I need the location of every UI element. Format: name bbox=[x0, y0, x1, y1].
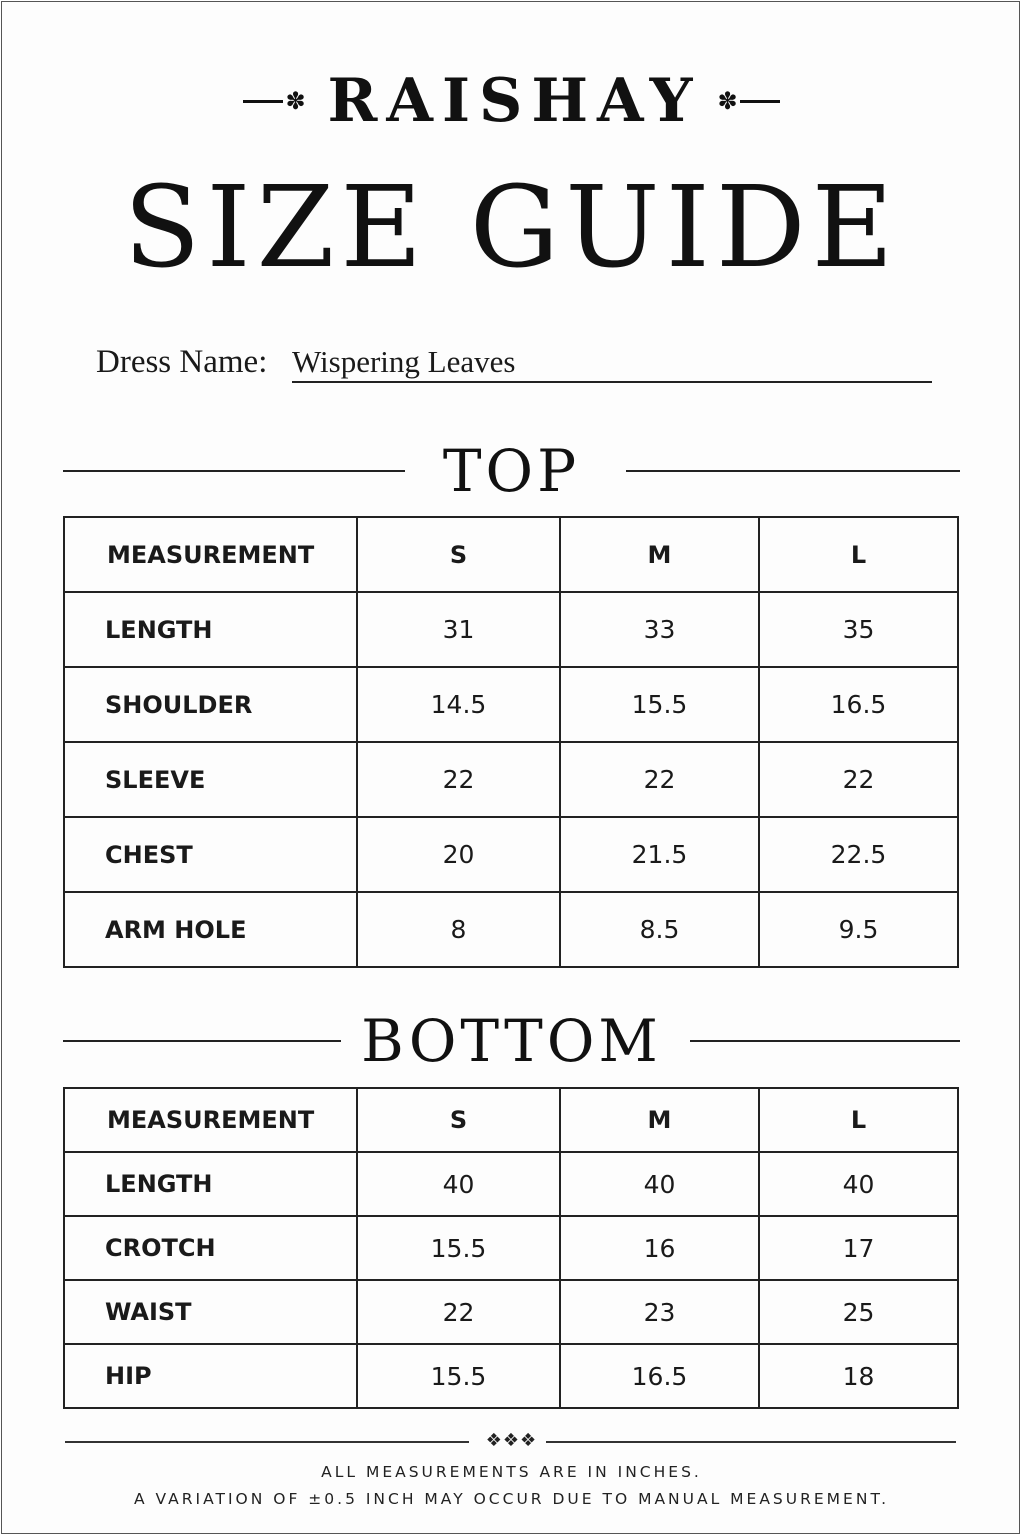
row-label: LENGTH bbox=[64, 1152, 357, 1216]
row-label: ARM HOLE bbox=[64, 892, 357, 967]
column-header: M bbox=[560, 517, 759, 592]
bottom-section-heading bbox=[63, 1006, 960, 1076]
footer-note-variation: A VARIATION OF ±0.5 INCH MAY OCCUR DUE TO MANUAL MEASUREMENT. bbox=[134, 1490, 889, 1508]
table-cell: 8.5 bbox=[560, 892, 759, 967]
table-row bbox=[64, 742, 958, 817]
section-title: BOTTOM bbox=[361, 1007, 662, 1075]
table-cell: 21.5 bbox=[560, 817, 759, 892]
table-cell: 40 bbox=[357, 1152, 560, 1216]
table-row bbox=[64, 667, 958, 742]
dress-name-value: Wispering Leaves bbox=[292, 344, 516, 379]
table-cell: 25 bbox=[759, 1280, 958, 1344]
table-cell: 16.5 bbox=[560, 1344, 759, 1408]
table-row bbox=[64, 1152, 958, 1216]
dress-name-label: Dress Name: bbox=[96, 344, 268, 380]
table-cell: 23 bbox=[560, 1280, 759, 1344]
row-label: CROTCH bbox=[64, 1216, 357, 1280]
top-section-heading bbox=[63, 436, 960, 506]
table-cell: 15.5 bbox=[357, 1216, 560, 1280]
bottom-size-table bbox=[63, 1087, 959, 1409]
column-header: S bbox=[357, 517, 560, 592]
table-cell: 35 bbox=[759, 592, 958, 667]
top-size-table bbox=[63, 516, 959, 968]
table-cell: 14.5 bbox=[357, 667, 560, 742]
table-header-row bbox=[64, 1088, 958, 1152]
table-cell: 16.5 bbox=[759, 667, 958, 742]
column-header: S bbox=[357, 1088, 560, 1152]
table-row bbox=[64, 817, 958, 892]
section-title: TOP bbox=[442, 437, 581, 505]
table-cell: 40 bbox=[560, 1152, 759, 1216]
row-label: CHEST bbox=[64, 817, 357, 892]
brand-name: RAISHAY bbox=[327, 66, 702, 136]
table-row bbox=[64, 592, 958, 667]
table-cell: 15.5 bbox=[560, 667, 759, 742]
column-header: MEASUREMENT bbox=[64, 517, 357, 592]
row-label: SHOULDER bbox=[64, 667, 357, 742]
dress-name-field bbox=[96, 344, 932, 384]
table-cell: 33 bbox=[560, 592, 759, 667]
row-label: SLEEVE bbox=[64, 742, 357, 817]
column-header: L bbox=[759, 517, 958, 592]
table-row bbox=[64, 1280, 958, 1344]
table-cell: 22 bbox=[759, 742, 958, 817]
column-header: M bbox=[560, 1088, 759, 1152]
table-cell: 17 bbox=[759, 1216, 958, 1280]
diamond-ornament-icon: ❖❖❖ bbox=[485, 1430, 538, 1451]
table-cell: 40 bbox=[759, 1152, 958, 1216]
dress-name-underline bbox=[292, 381, 932, 383]
page-title: SIZE GUIDE bbox=[123, 163, 900, 293]
table-cell: 22 bbox=[357, 742, 560, 817]
row-label: LENGTH bbox=[64, 592, 357, 667]
table-row bbox=[64, 1216, 958, 1280]
table-cell: 15.5 bbox=[357, 1344, 560, 1408]
table-cell: 22.5 bbox=[759, 817, 958, 892]
footer-note-units: ALL MEASUREMENTS ARE IN INCHES. bbox=[321, 1463, 702, 1481]
column-header: MEASUREMENT bbox=[64, 1088, 357, 1152]
table-cell: 22 bbox=[560, 742, 759, 817]
table-cell: 16 bbox=[560, 1216, 759, 1280]
table-cell: 31 bbox=[357, 592, 560, 667]
table-header-row bbox=[64, 517, 958, 592]
column-header: L bbox=[759, 1088, 958, 1152]
table-cell: 9.5 bbox=[759, 892, 958, 967]
table-cell: 18 bbox=[759, 1344, 958, 1408]
table-cell: 20 bbox=[357, 817, 560, 892]
right-flourish-icon: ✽ bbox=[715, 89, 779, 113]
row-label: WAIST bbox=[64, 1280, 357, 1344]
left-flourish-icon: ✽ bbox=[243, 89, 307, 113]
table-cell: 8 bbox=[357, 892, 560, 967]
table-row bbox=[64, 1344, 958, 1408]
table-row bbox=[64, 892, 958, 967]
row-label: HIP bbox=[64, 1344, 357, 1408]
brand-header bbox=[0, 66, 1023, 136]
table-cell: 22 bbox=[357, 1280, 560, 1344]
